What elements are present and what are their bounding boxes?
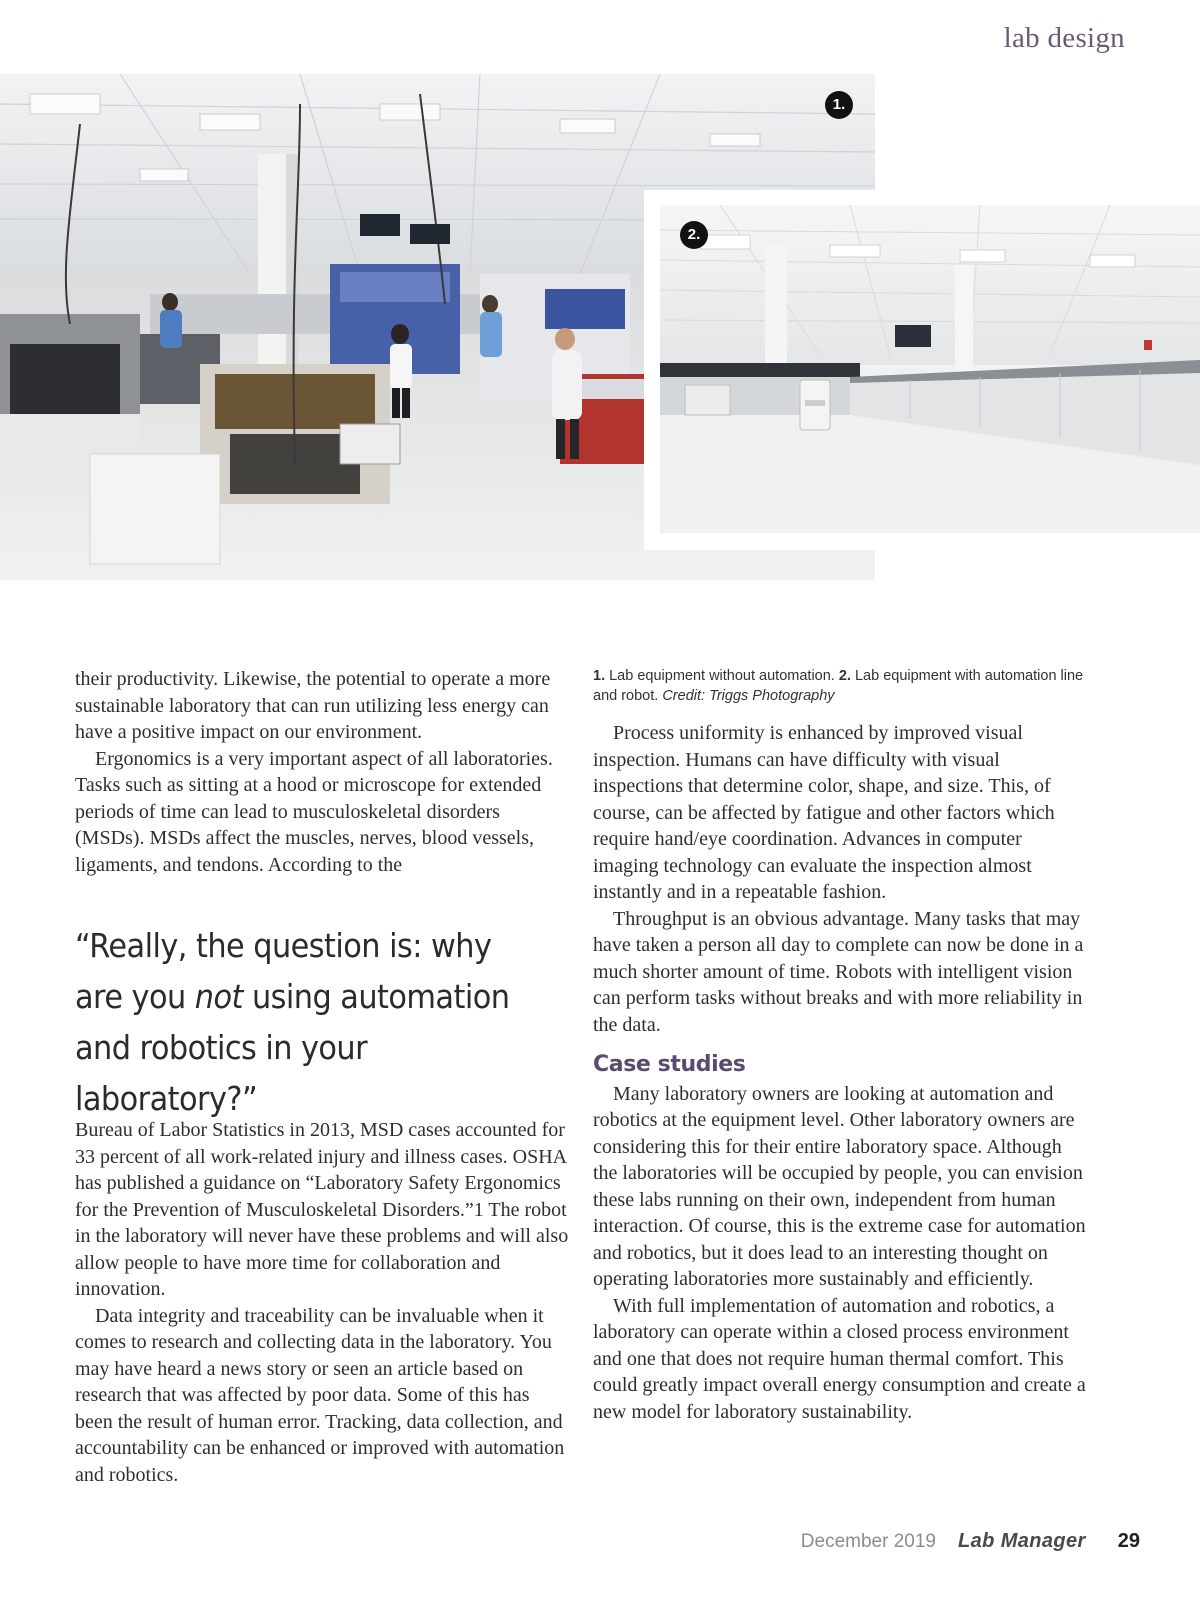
subhead-case-studies: Case studies <box>593 1052 746 1077</box>
left-column-bottom <box>75 1117 570 1488</box>
left-column-top <box>75 666 570 878</box>
photo-caption <box>593 666 1093 706</box>
paragraph: With full implementation of automation and robotics, a laboratory can operate within a closed process environment and one that does not require human thermal comfort. This could greatly impact overall energy consumption and create a new model for laboratory sustainability. <box>593 1294 1086 1423</box>
photo-credit: Credit: Triggs Photography <box>662 688 835 704</box>
caption-text-2: Lab equipment with automation line and robot. <box>593 668 1084 704</box>
caption-num-1: 1. <box>593 668 606 684</box>
right-column <box>593 720 1088 1425</box>
page-footer <box>801 1530 1140 1564</box>
pull-quote <box>75 920 535 1124</box>
caption-num-2: 2. <box>838 668 851 684</box>
paragraph: their productivity. Likewise, the potential to operate a more sustainable laboratory that can run utilizing less energy can have a positive impact on our environment. <box>75 668 551 743</box>
section-label: lab design <box>1003 22 1125 54</box>
paragraph: Data integrity and traceability can be invaluable when it comes to research and collecting data in the laboratory. You may have heard a news story or seen an article based on research that was affected by poor data. Some of this has been the result of human error. Tracking, data collection, and accountability can be enhanced or improved with automation and robotics. <box>75 1304 565 1486</box>
page-number: 29 <box>1117 1530 1140 1552</box>
issue-date: December 2019 <box>800 1531 936 1552</box>
photo-1-badge: 1. <box>825 91 853 119</box>
magazine-name: Lab Manager <box>957 1530 1086 1552</box>
caption-text-1: Lab equipment without automation. <box>605 668 839 684</box>
lab-photo-with-automation <box>660 205 1200 533</box>
paragraph: Bureau of Labor Statistics in 2013, MSD cases accounted for 33 percent of all work-related injury and illness cases. OSHA has published a guidance on “Laboratory Safety Ergonomics for the Prevention of Musculoskeletal Disorders.”1 The robot in the laboratory will never have these problems and will also allow people to have more time for collaboration and innovation. <box>75 1119 569 1300</box>
pull-quote-after: using automation and robotics in your laboratory?” <box>75 977 510 1118</box>
pull-quote-before: “Really, the question is: why are you <box>75 926 492 1016</box>
photo-2-badge: 2. <box>680 221 708 249</box>
paragraph: Process uniformity is enhanced by improved visual inspection. Humans can have difficulty with visual inspections that determine color, shape, and size. This, of course, can be affected by fatigue and other factors which require hand/eye coordination. Advances in computer imaging technology can evaluate the inspection almost instantly and in a repeatable fashion. <box>593 722 1055 903</box>
paragraph: Throughput is an obvious advantage. Many tasks that may have taken a person all day to complete can now be done in a much shorter amount of time. Robots with intelligent vision can perform tasks without breaks and with more reliability in the data. <box>593 907 1084 1036</box>
paragraph: Many laboratory owners are looking at automation and robotics at the equipment level. Other laboratory owners are considering this for their entire laboratory space. Although the laboratories will be occupied by people, you can envision these labs running on their own, independent from human interaction. Of course, this is the extreme case for automation and robotics, but it does lead to an interesting thought on operating laboratories more sustainably and efficiently. <box>593 1082 1086 1290</box>
pull-quote-emphasis: not <box>194 977 243 1016</box>
paragraph: Ergonomics is a very important aspect of all laboratories. Tasks such as sitting at a hood or microscope for extended periods of time can lead to musculoskeletal disorders (MSDs). MSDs affect the muscles, nerves, blood vessels, ligaments, and tendons. According to the <box>75 747 553 876</box>
